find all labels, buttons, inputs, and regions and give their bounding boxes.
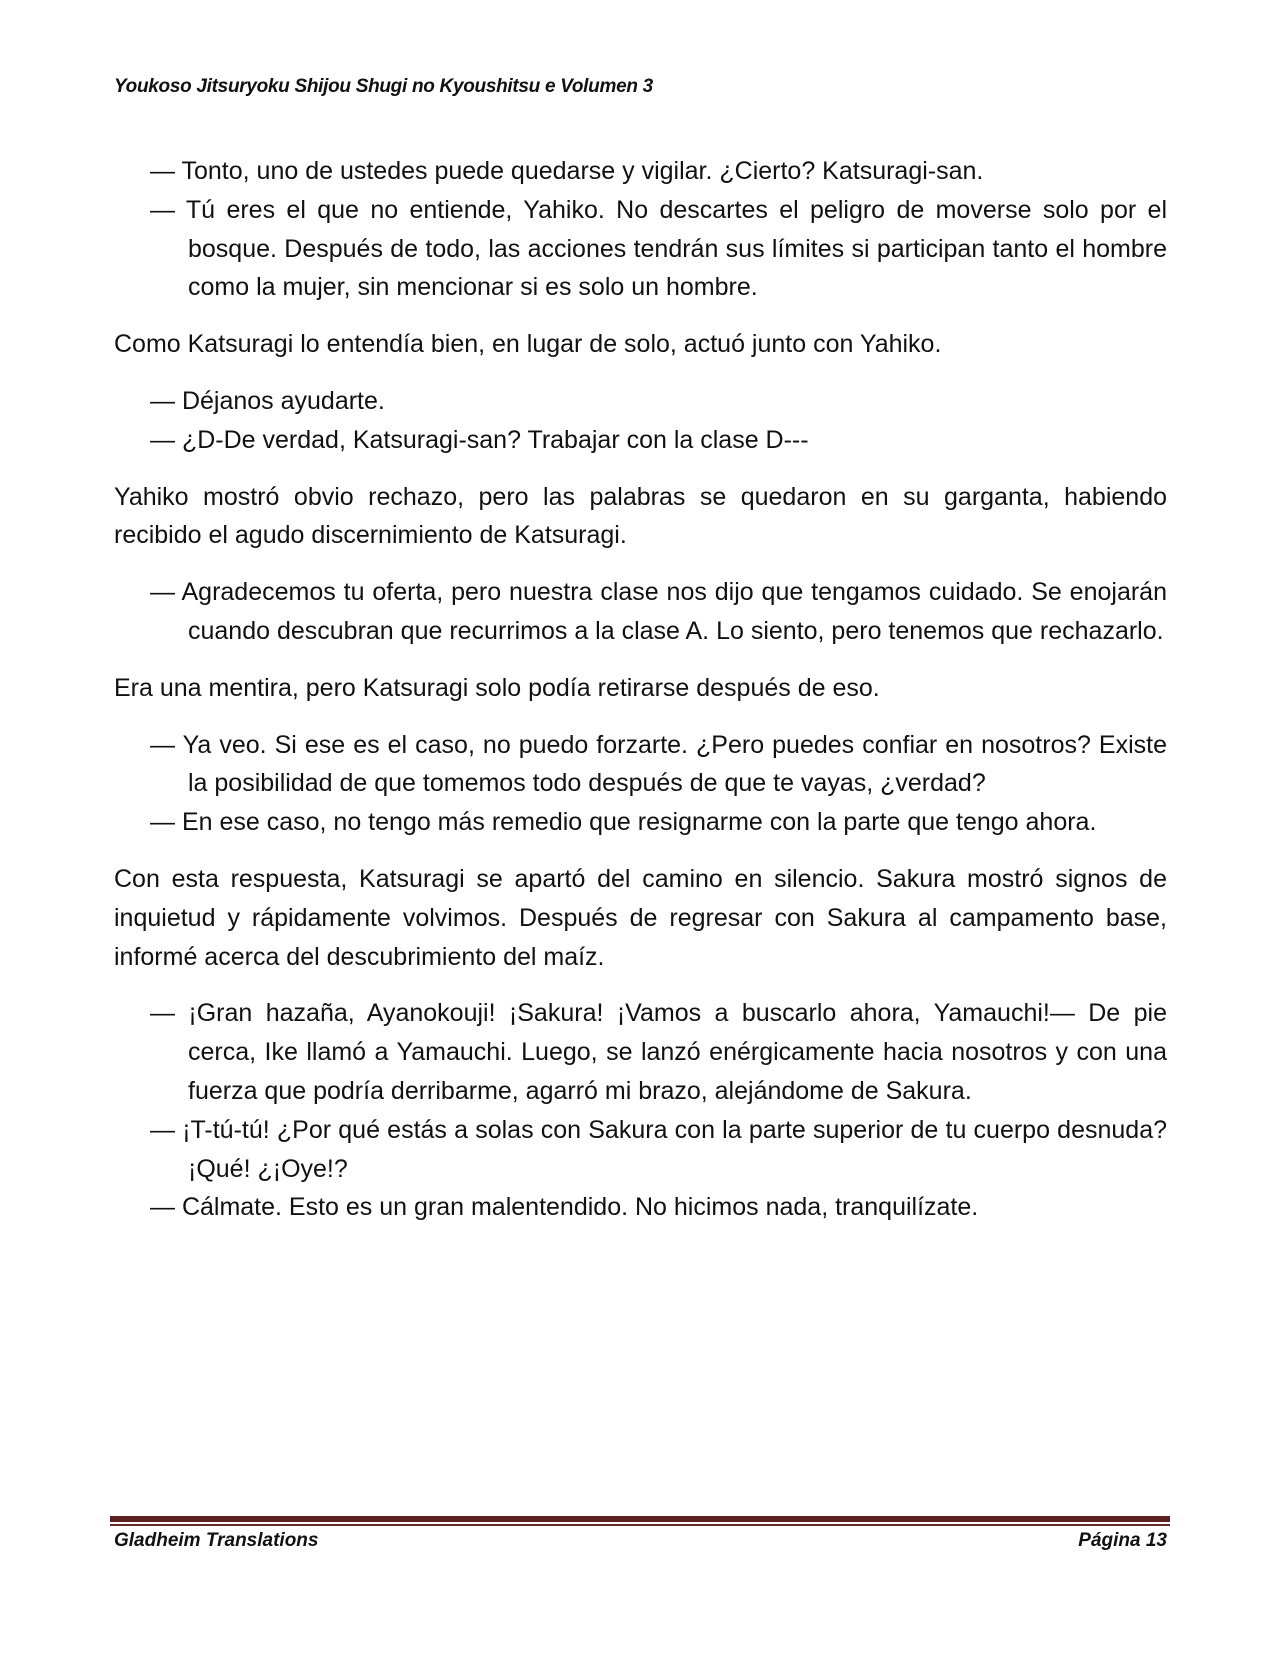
dialogue-line: — ¡T-tú-tú! ¿Por qué estás a solas con Sakura con la parte superior de tu cuerpo desnuda? ¡Qué! ¿¡Oye!? [150, 1115, 1167, 1183]
dialogue-line: — Agradecemos tu oferta, pero nuestra clase nos dijo que tengamos cuidado. Se enojarán cuando descubran que recurrimos a la clase A. Lo siento, pero tenemos que rechazarlo. [150, 578, 1167, 645]
dialogue-line: — En ese caso, no tengo más remedio que resignarme con la parte que tengo ahora. [150, 808, 1097, 837]
footer-divider [110, 1516, 1170, 1526]
dialogue-line: — Cálmate. Esto es un gran malentendido. No hicimos nada, tranquilízate. [150, 1193, 979, 1222]
dialogue-line: — Ya veo. Si ese es el caso, no puedo forzarte. ¿Pero puedes confiar en nosotros? Existe la posibilidad de que tomemos todo después de que te vayas, ¿verdad? [150, 730, 1167, 798]
dialogue-block [114, 382, 1167, 460]
page-body [114, 152, 1167, 1245]
dialogue-line: — Tonto, uno de ustedes puede quedarse y vigilar. ¿Cierto? Katsuragi-san. [150, 157, 984, 185]
dialogue-block [114, 152, 1167, 307]
dialogue-line: — ¡Gran hazaña, Ayanokouji! ¡Sakura! ¡Vamos a buscarlo ahora, Yamauchi!— De pie cerca, Ike llamó a Yamauchi. Luego, se lanzó enérgicamente hacia nosotros y con una fuerza que podría derribarme, agarró mi brazo, alejándome de Sakura. [150, 999, 1167, 1105]
footer-publisher: Gladheim Translations [114, 1530, 319, 1551]
paragraph: Yahiko mostró obvio rechazo, pero las palabras se quedaron en su garganta, habiendo recibido el agudo discernimiento de Katsuragi. [114, 482, 1167, 550]
page-number: Página 13 [1078, 1530, 1167, 1551]
dialogue-block [114, 573, 1167, 651]
dialogue-block [114, 726, 1167, 842]
paragraph: Con esta respuesta, Katsuragi se apartó del camino en silencio. Sakura mostró signos de inquietud y rápidamente volvimos. Después de regresar con Sakura al campamento base, informé acerca del descubrimiento del maíz. [114, 864, 1167, 971]
paragraph: Era una mentira, pero Katsuragi solo podía retirarse después de eso. [114, 673, 880, 702]
dialogue-line: — Déjanos ayudarte. [150, 386, 385, 415]
dialogue-block [114, 994, 1167, 1227]
footer-divider-thick [110, 1516, 1170, 1522]
paragraph: Como Katsuragi lo entendía bien, en lugar de solo, actuó junto con Yahiko. [114, 330, 942, 359]
dialogue-line: — ¿D-De verdad, Katsuragi-san? Trabajar con la clase D--- [150, 425, 809, 454]
footer-divider-thin [110, 1524, 1170, 1526]
running-header: Youkoso Jitsuryoku Shijou Shugi no Kyoushitsu e Volumen 3 [114, 76, 653, 97]
dialogue-line: — Tú eres el que no entiende, Yahiko. No descartes el peligro de moverse solo por el bosque. Después de todo, las acciones tendrán sus límites si participan tanto el hombre como la mujer, sin mencionar si es solo un hombre. [150, 195, 1167, 302]
